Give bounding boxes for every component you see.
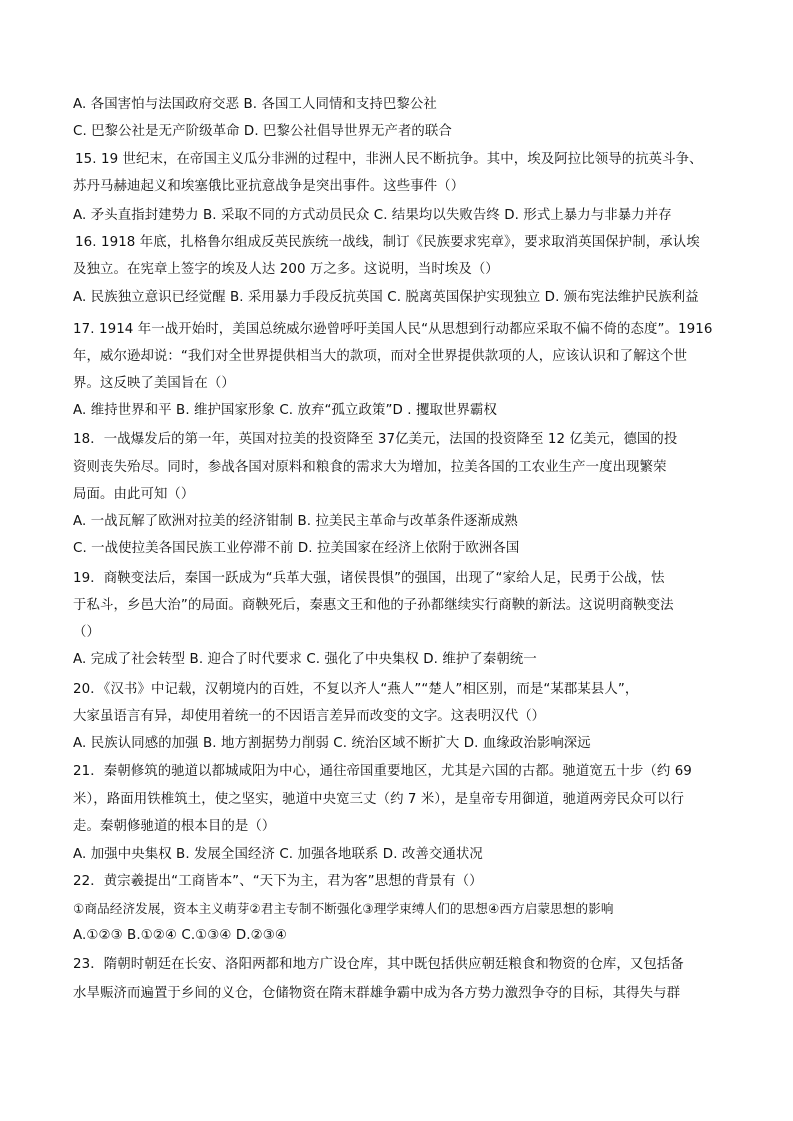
q18-options-cd: C. 一战使拉美各国民族工业停滞不前 D. 拉美国家在经济上依附于欧洲各国 [73,541,520,556]
q23-stem-line2: 水旱赈济而遍置于乡间的义仓，仓储物资在隋末群雄争霸中成为各方势力激烈争夺的目标，其得失与群 [73,986,681,1001]
q21-options: A. 加强中央集权 B. 发展全国经济 C. 加强各地联系 D. 改善交通状况 [73,847,483,862]
q20-options: A. 民族认同感的加强 B. 地方割据势力削弱 C. 统治区域不断扩大 D. 血缘政治影响深远 [73,736,591,751]
q14-options-ab: A. 各国害怕与法国政府交恶 B. 各国工人同情和支持巴黎公社 [73,97,437,112]
q15-stem-line1: 15. 19 世纪末，在帝国主义瓜分非洲的过程中，非洲人民不断抗争。其中，埃及阿拉比领导的抗英斗争、 [75,152,703,167]
q19-stem-line1: 19．商鞅变法后，秦国一跃成为“兵革大强，诸侯畏惧”的强国，出现了“家给人足，民勇于公战，怯 [73,571,665,586]
q20-stem-line2: 大家虽语言有异，却使用着统一的不因语言差异而改变的文字。这表明汉代（） [73,709,546,724]
q18-stem-line1: 18．一战爆发后的第一年，英国对拉美的投资降至 37亿美元，法国的投资降至 12 亿美元，德国的投 [73,432,678,447]
q18-stem-line3: 局面。由此可知（） [73,487,195,502]
q19-stem-line2: 于私斗，乡邑大治”的局面。商鞅死后，秦惠文王和他的子孙都继续实行商鞅的新法。这说明商鞅变法 [73,598,674,613]
q23-stem-line1: 23．隋朝时朝廷在长安、洛阳两都和地方广设仓库，其中既包括供应朝廷粮食和物资的仓库，又包括备 [73,957,684,972]
q18-stem-line2: 资则丧失殆尽。同时，参战各国对原料和粮食的需求大为增加，拉美各国的工农业生产一度出现繁荣 [73,460,667,475]
q18-options-ab: A. 一战瓦解了欧洲对拉美的经济钳制 B. 拉美民主革命与改革条件逐渐成熟 [73,514,518,529]
q15-options: A. 矛头直指封建势力 B. 采取不同的方式动员民众 C. 结果均以失败告终 D. 形式上暴力与非暴力并存 [73,208,672,223]
q21-stem-line1: 21．秦朝修筑的驰道以都城咸阳为中心，通往帝国重要地区，尤其是六国的古都。驰道宽五十步（约 69 [73,764,692,779]
q15-stem-line2: 苏丹马赫迪起义和埃塞俄比亚抗意战争是突出事件。这些事件（） [73,179,465,194]
q19-options: A. 完成了社会转型 B. 迎合了时代要求 C. 强化了中央集权 D. 维护了秦朝统一 [73,652,537,667]
q16-options: A. 民族独立意识已经觉醒 B. 采用暴力手段反抗英国 C. 脱离英国保护实现独立 D. 颁布宪法维护民族利益 [73,290,699,305]
q16-stem-line2: 及独立。在宪章上签字的埃及人达 200 万之多。这说明，当时埃及（） [73,262,499,277]
q17-options: A. 维持世界和平 B. 维护国家形象 C. 放弃“孤立政策”D . 攫取世界霸权 [73,403,497,418]
q20-stem-line1: 20．《汉书》中记载，汉朝境内的百姓，不复以齐人“燕人”“楚人”相区别，而是“某郡某县人”， [73,682,639,697]
q14-options-cd: C. 巴黎公社是无产阶级革命 D. 巴黎公社倡导世界无产者的联合 [73,124,452,139]
q17-stem-line2: 年，威尔逊却说：“我们对全世界提供相当大的款项，而对全世界提供款项的人，应该认识和了解这个世 [73,349,688,364]
q17-stem-line3: 界。这反映了美国旨在（） [73,376,235,391]
q21-stem-line3: 走。秦朝修驰道的根本目的是（） [73,819,276,834]
q17-stem-line1: 17. 1914 年一战开始时，美国总统威尔逊曾呼吁美国人民“从思想到行动都应采取不偏不倚的态度”。1916 [73,322,713,337]
q16-stem-line1: 16. 1918 年底，扎格鲁尔组成反英民族统一战线，制订《民族要求宪章》，要求取消英国保护制，承认埃 [75,235,700,250]
q22-options: A.①②③ B.①②④ C.①③④ D.②③④ [73,928,287,943]
q22-stem: 22．黄宗羲提出“工商皆本”、“天下为主，君为客”思想的背景有（） [73,874,483,889]
q19-stem-line3: （） [73,625,100,640]
q22-statements: ①商品经济发展，资本主义萌芽②君主专制不断强化③理学束缚人们的思想④西方启蒙思想的影响 [73,901,614,916]
q21-stem-line2: 米），路面用铁椎筑土，使之坚实，驰道中央宽三丈（约 7 米），是皇帝专用御道，驰道两旁民众可以行 [73,792,685,807]
